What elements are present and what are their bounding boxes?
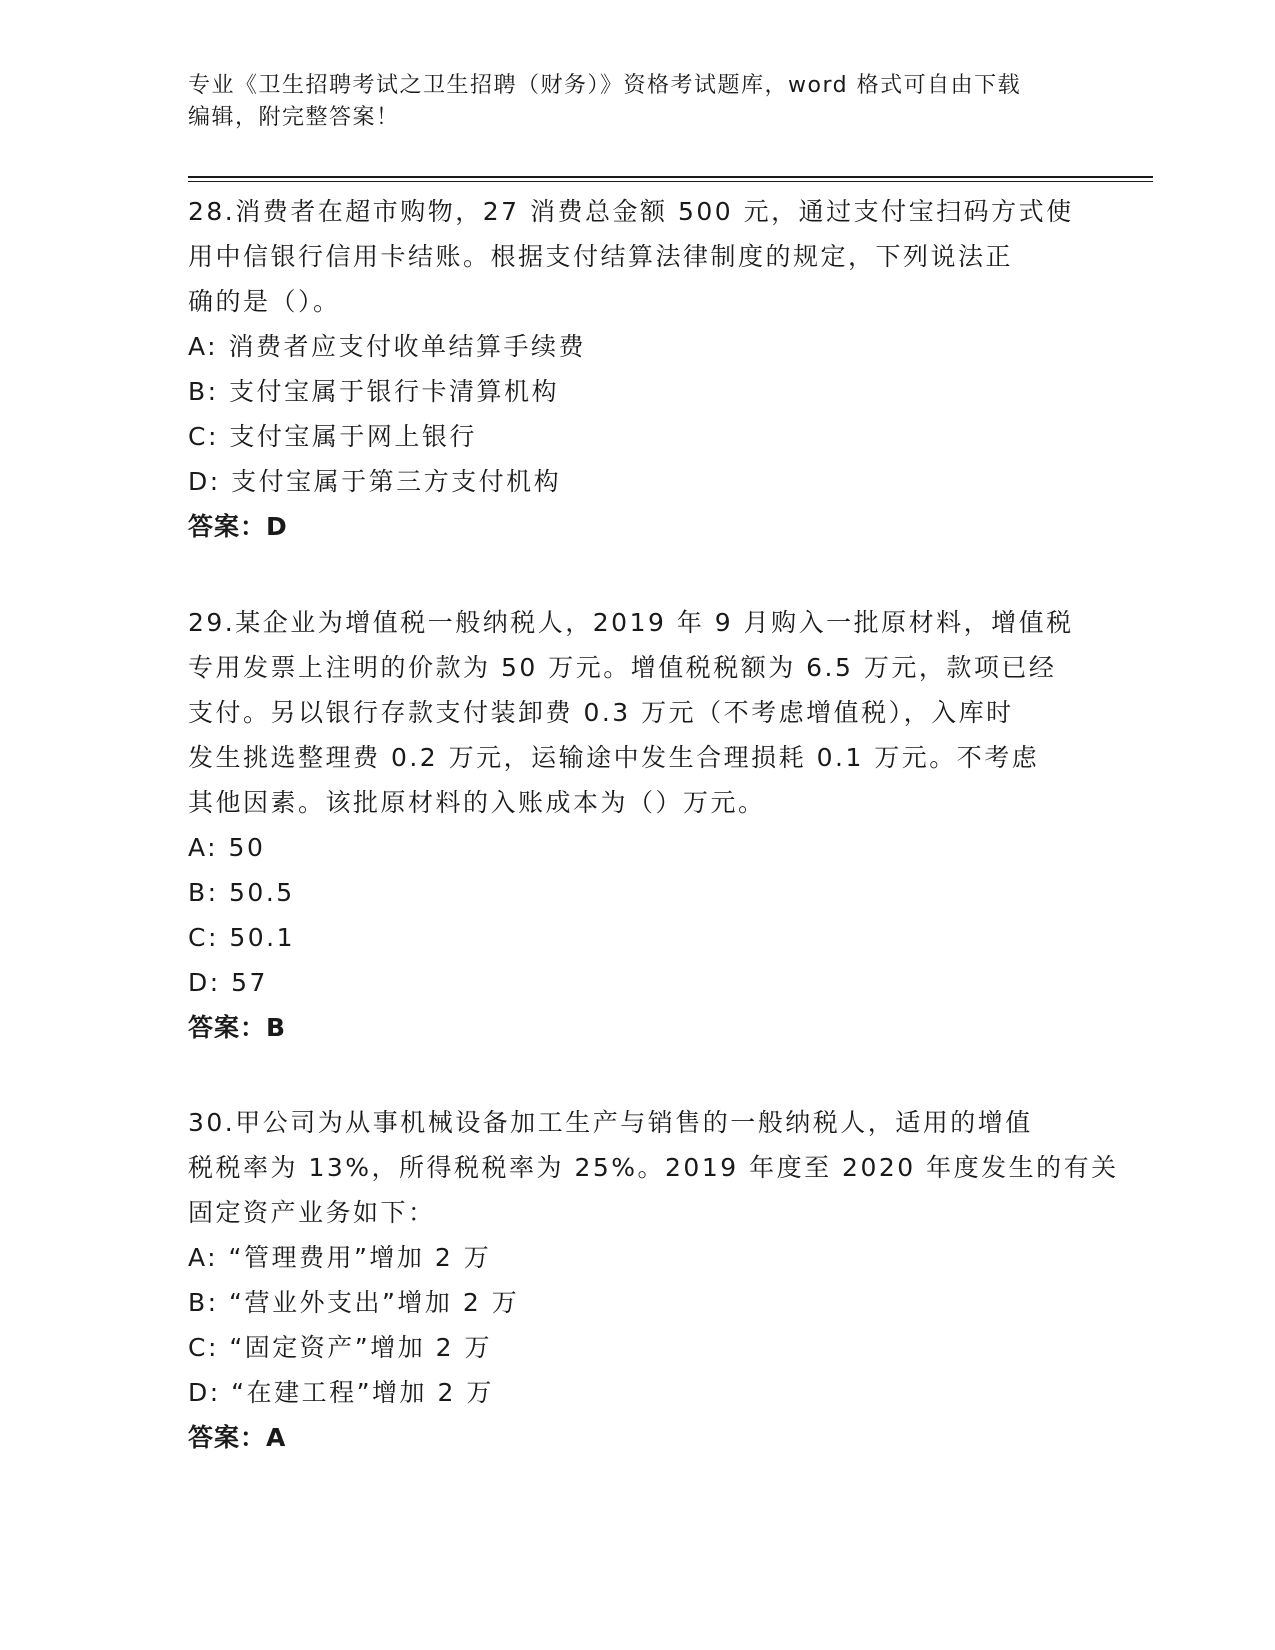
question-stem <box>188 600 1088 825</box>
option-c: C: “固定资产”增加 2 万 <box>188 1333 493 1362</box>
stem-line: 28.消费者在超市购物，27 消费总金额 500 元，通过支付宝扫码方式使 <box>188 197 1074 226</box>
option-d: D: “在建工程”增加 2 万 <box>188 1378 494 1407</box>
option-a: A: 50 <box>188 833 266 862</box>
stem-line: 发生挑选整理费 0.2 万元，运输途中发生合理损耗 0.1 万元。不考虑 <box>188 743 1040 772</box>
option-b: B: “营业外支出”增加 2 万 <box>188 1288 520 1317</box>
option-b: B: 50.5 <box>188 878 295 907</box>
header-line-1: 专业《卫生招聘考试之卫生招聘（财务）》资格考试题库，word 格式可自由下载 <box>188 73 1022 98</box>
question-stem <box>188 189 1088 324</box>
question-29 <box>188 600 1088 1050</box>
stem-line: 用中信银行信用卡结账。根据支付结算法律制度的规定，下列说法正 <box>188 242 1014 271</box>
header-divider-thin <box>188 181 1153 182</box>
question-28 <box>188 189 1088 549</box>
option-a: A: “管理费用”增加 2 万 <box>188 1243 492 1272</box>
option-c: C: 支付宝属于网上银行 <box>188 422 477 451</box>
stem-line: 支付。另以银行存款支付装卸费 0.3 万元（不考虑增值税），入库时 <box>188 698 1014 727</box>
question-stem <box>188 1100 1119 1235</box>
answer: 答案：D <box>188 512 288 541</box>
document-header <box>188 70 1088 134</box>
option-d: D: 57 <box>188 968 268 997</box>
option-a: A: 消费者应支付收单结算手续费 <box>188 332 587 361</box>
stem-line: 30.甲公司为从事机械设备加工生产与销售的一般纳税人，适用的增值 <box>188 1108 1033 1137</box>
stem-line: 固定资产业务如下： <box>188 1198 436 1227</box>
stem-line: 确的是（）。 <box>188 287 341 316</box>
stem-line: 其他因素。该批原材料的入账成本为（）万元。 <box>188 788 766 817</box>
option-b: B: 支付宝属于银行卡清算机构 <box>188 377 560 406</box>
option-d: D: 支付宝属于第三方支付机构 <box>188 467 562 496</box>
header-divider-thick <box>188 176 1153 178</box>
answer: 答案：B <box>188 1013 287 1042</box>
stem-line: 专用发票上注明的价款为 50 万元。增值税税额为 6.5 万元，款项已经 <box>188 653 1057 682</box>
header-line-2: 编辑，附完整答案！ <box>188 105 400 130</box>
stem-line: 税税率为 13%，所得税税率为 25%。2019 年度至 2020 年度发生的有关 <box>188 1153 1119 1182</box>
stem-line: 29.某企业为增值税一般纳税人，2019 年 9 月购入一批原材料，增值税 <box>188 608 1074 637</box>
answer: 答案：A <box>188 1423 287 1452</box>
question-30 <box>188 1100 1119 1460</box>
option-c: C: 50.1 <box>188 923 295 952</box>
